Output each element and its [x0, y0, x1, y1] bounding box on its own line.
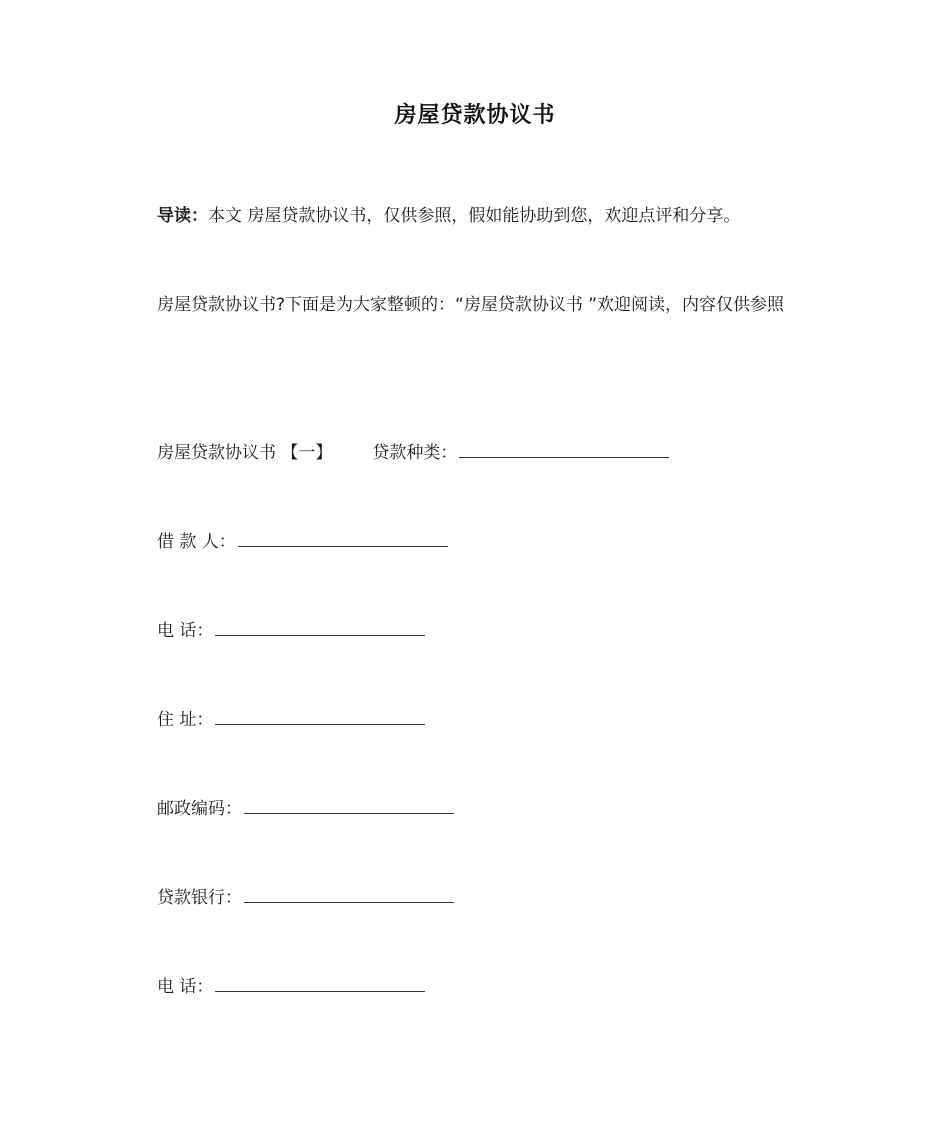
phone-row-1	[157, 617, 425, 643]
lender-bank-row	[157, 884, 454, 910]
phone-label-1: 电 话：	[157, 621, 214, 641]
loan-type-blank[interactable]	[459, 439, 669, 458]
postal-code-blank[interactable]	[244, 795, 454, 814]
phone-blank-1[interactable]	[215, 617, 425, 636]
phone-row-2	[157, 973, 425, 999]
postal-code-row	[157, 795, 454, 821]
borrower-label: 借 款 人：	[157, 532, 236, 552]
postal-code-label: 邮政编码：	[157, 799, 242, 819]
borrower-blank[interactable]	[238, 528, 448, 547]
phone-blank-2[interactable]	[215, 973, 425, 992]
document-title: 房屋贷款协议书	[394, 103, 556, 128]
description-paragraph: 房屋贷款协议书?下面是为大家整顿的：“房屋贷款协议书 ”欢迎阅读，内容仅供参照	[157, 295, 785, 315]
phone-label-2: 电 话：	[157, 977, 214, 997]
borrower-row	[157, 528, 448, 554]
address-blank[interactable]	[215, 706, 425, 725]
section-heading: 房屋贷款协议书 【一】	[157, 443, 333, 463]
address-label: 住 址：	[157, 710, 214, 730]
loan-type-label: 贷款种类：	[372, 443, 458, 463]
section-heading-row	[157, 439, 669, 465]
lender-bank-label: 贷款银行：	[157, 888, 242, 908]
intro-text: 本文 房屋贷款协议书，仅供参照，假如能协助到您，欢迎点评和分享。	[208, 206, 741, 226]
intro-paragraph	[120, 188, 832, 244]
address-row	[157, 706, 425, 732]
intro-lead: 导读：	[157, 206, 208, 226]
lender-bank-blank[interactable]	[244, 884, 454, 903]
